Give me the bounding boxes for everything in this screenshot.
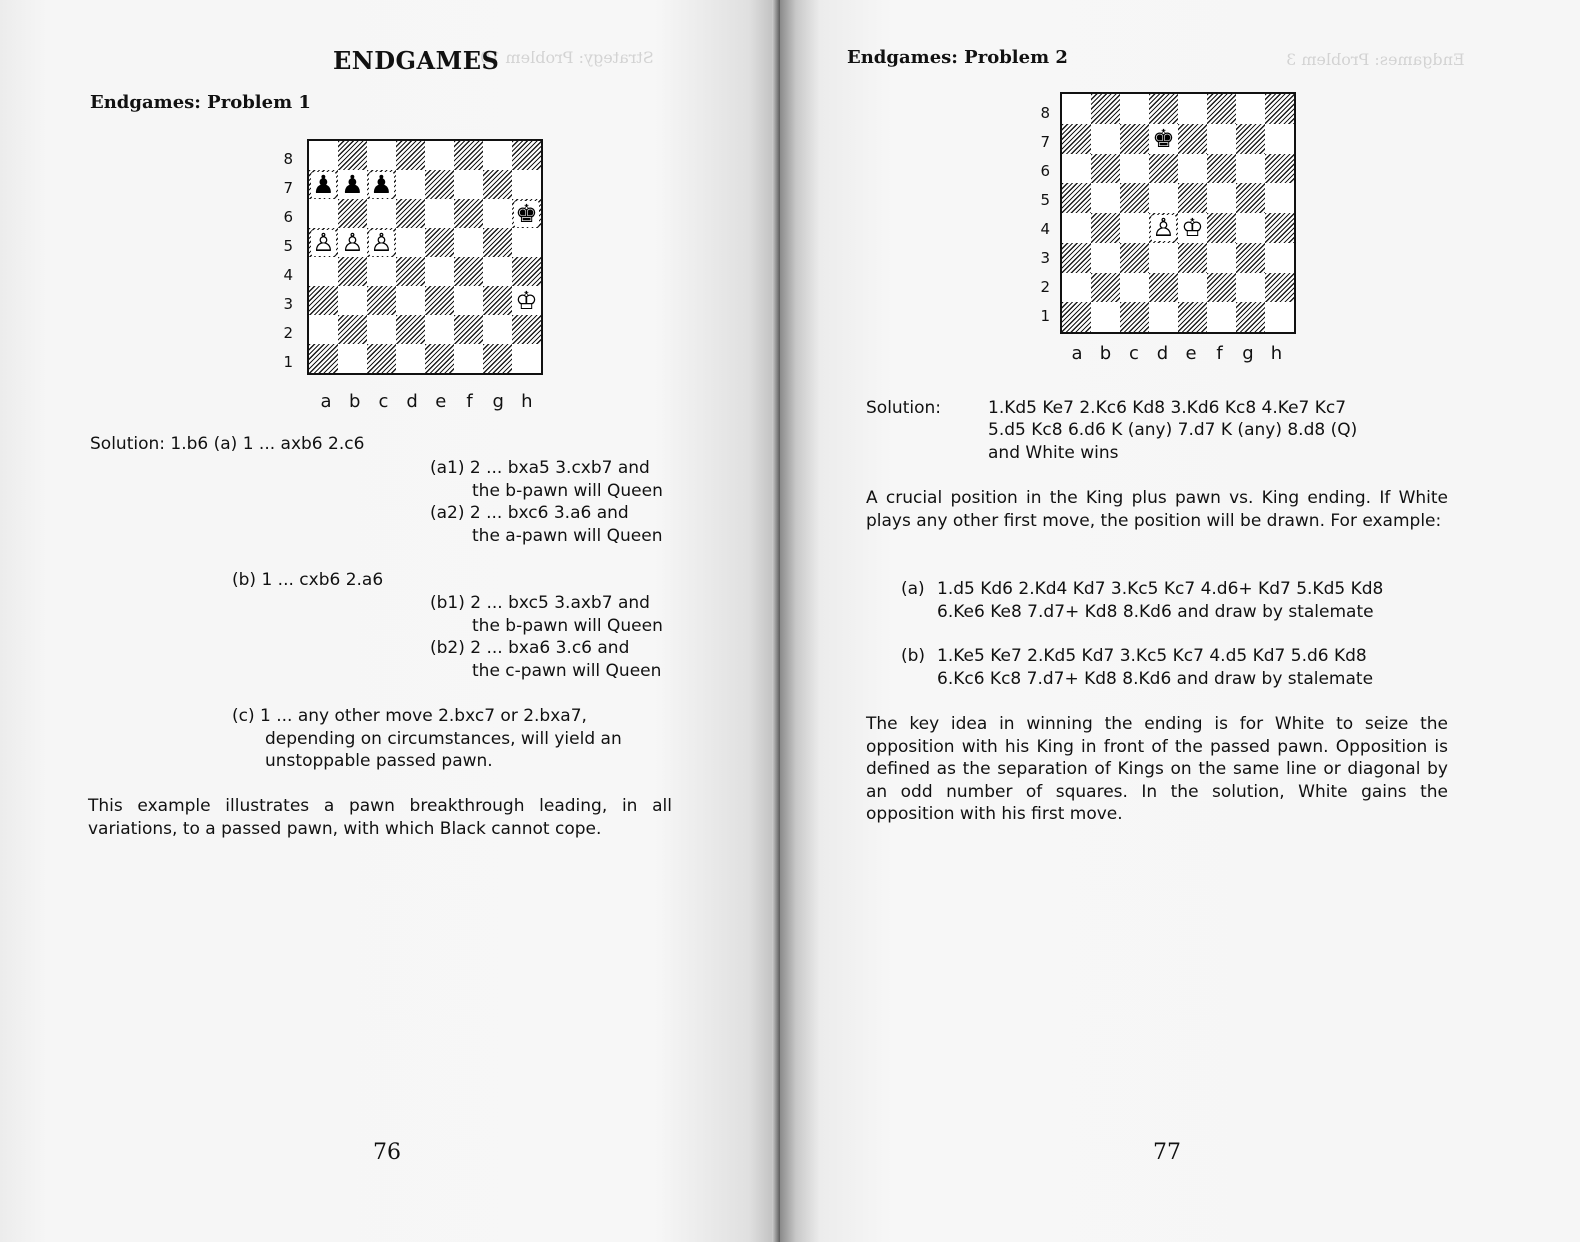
board-square xyxy=(1265,243,1294,273)
white-king-icon: ♔ xyxy=(515,285,538,315)
solution-2-line3: and White wins xyxy=(988,443,1119,463)
rank-label: 1 xyxy=(1040,307,1050,325)
board-square xyxy=(483,344,512,373)
board-square xyxy=(1265,213,1294,243)
board-square xyxy=(1178,273,1207,303)
variation-a2-line2: the a-pawn will Queen xyxy=(472,526,663,546)
board-square xyxy=(396,141,425,170)
black-pawn-icon: ♟ xyxy=(312,169,335,199)
board-square xyxy=(454,315,483,344)
board-square xyxy=(367,170,396,199)
board-square xyxy=(512,170,541,199)
page-number-76: 76 xyxy=(373,1140,401,1165)
chessboard-1 xyxy=(307,139,543,375)
black-pawn-icon: ♟ xyxy=(341,169,364,199)
variation-a-line2: 6.Ke6 Ke8 7.d7+ Kd8 8.Kd6 and draw by stalemate xyxy=(937,602,1374,622)
board-square xyxy=(338,315,367,344)
board-square xyxy=(1062,243,1091,273)
board-square xyxy=(338,257,367,286)
board-square xyxy=(309,344,338,373)
board-square xyxy=(1149,94,1178,124)
problem-2-title: Endgames: Problem 2 xyxy=(847,47,1068,68)
variation-c-line1: (c) 1 ... any other move 2.bxc7 or 2.bxa7, xyxy=(232,706,587,726)
rank-label: 4 xyxy=(283,266,293,284)
rank-label: 8 xyxy=(283,150,293,168)
board-square xyxy=(1207,154,1236,184)
crucial-position-paragraph: A crucial position in the King plus pawn vs. King ending. If White plays any other first move, the position will be drawn. For example: xyxy=(866,488,1448,531)
board-square xyxy=(425,257,454,286)
board-square xyxy=(309,315,338,344)
rank-label: 5 xyxy=(1040,191,1050,209)
file-label: c xyxy=(378,391,389,412)
file-label: e xyxy=(1185,343,1197,364)
problem-1-title: Endgames: Problem 1 xyxy=(90,92,311,113)
rank-label: 8 xyxy=(1040,104,1050,122)
board-square xyxy=(512,286,541,315)
rank-label: 7 xyxy=(1040,133,1050,151)
board-square xyxy=(1091,154,1120,184)
board-square xyxy=(338,286,367,315)
rank-label: 6 xyxy=(283,208,293,226)
white-pawn-icon: ♙ xyxy=(1152,212,1175,242)
board-square xyxy=(1265,302,1294,332)
board-square xyxy=(1236,154,1265,184)
black-king-icon: ♚ xyxy=(515,198,538,228)
file-label: h xyxy=(1270,343,1283,364)
variation-b-line: (b) 1 ... cxb6 2.a6 xyxy=(232,570,384,590)
board-square xyxy=(1178,302,1207,332)
board-square xyxy=(1236,183,1265,213)
board-square xyxy=(367,257,396,286)
board-square xyxy=(483,170,512,199)
board-square xyxy=(483,286,512,315)
board-square xyxy=(309,199,338,228)
rank-label: 6 xyxy=(1040,162,1050,180)
right-page xyxy=(780,0,1580,1242)
board-square xyxy=(309,170,338,199)
board-square xyxy=(425,344,454,373)
board-square xyxy=(1091,124,1120,154)
board-square xyxy=(1265,183,1294,213)
board-square xyxy=(309,286,338,315)
rank-label: 4 xyxy=(1040,220,1050,238)
board-square xyxy=(1149,154,1178,184)
board-square xyxy=(1120,273,1149,303)
board-square xyxy=(396,344,425,373)
board-square xyxy=(396,199,425,228)
board-square xyxy=(1091,213,1120,243)
white-pawn-icon: ♙ xyxy=(370,227,393,257)
rank-label: 7 xyxy=(283,179,293,197)
board-square xyxy=(1178,243,1207,273)
conclusion-paragraph: This example illustrates a pawn breakthrough leading, in all variations, to a passed pawn, with which Black cannot cope. xyxy=(88,796,672,839)
board-square xyxy=(1062,124,1091,154)
board-square xyxy=(367,199,396,228)
file-label: b xyxy=(1099,343,1112,364)
file-label: a xyxy=(1071,343,1083,364)
board-square xyxy=(367,228,396,257)
board-square xyxy=(1091,183,1120,213)
board-square xyxy=(483,228,512,257)
board-square xyxy=(1236,273,1265,303)
board-square xyxy=(1236,243,1265,273)
board-square xyxy=(483,315,512,344)
rank-label: 3 xyxy=(283,295,293,313)
file-label: f xyxy=(466,391,473,412)
board-square xyxy=(1149,213,1178,243)
white-pawn-icon: ♙ xyxy=(312,227,335,257)
rank-label: 5 xyxy=(283,237,293,255)
section-title: ENDGAMES xyxy=(333,46,500,75)
board-square xyxy=(338,228,367,257)
board-square xyxy=(338,199,367,228)
variation-b2-line1: (b2) 2 ... bxa6 3.c6 and xyxy=(430,638,630,658)
board-square xyxy=(425,199,454,228)
black-king-icon: ♚ xyxy=(1152,123,1175,153)
board-square xyxy=(1120,302,1149,332)
white-pawn-icon: ♙ xyxy=(341,227,364,257)
board-square xyxy=(1265,124,1294,154)
board-square xyxy=(512,228,541,257)
board-square xyxy=(1236,302,1265,332)
board-square xyxy=(1062,213,1091,243)
bleed-through-header: Endgames: Problem 3 xyxy=(1286,50,1465,69)
file-label: d xyxy=(1156,343,1169,364)
variation-b-line1: 1.Ke5 Ke7 2.Kd5 Kd7 3.Kc5 Kc7 4.d5 Kd7 5.d6 Kd8 xyxy=(937,646,1367,666)
variation-a1-line2: the b-pawn will Queen xyxy=(472,481,663,501)
board-square xyxy=(367,286,396,315)
board-square xyxy=(1120,183,1149,213)
bleed-through-header: Strategy: Problem 10 xyxy=(480,48,654,67)
board-square xyxy=(1178,124,1207,154)
board-square xyxy=(1207,183,1236,213)
board-square xyxy=(1207,124,1236,154)
board-square xyxy=(1149,243,1178,273)
board-square xyxy=(425,170,454,199)
board-square xyxy=(1091,302,1120,332)
board-square xyxy=(338,141,367,170)
board-square xyxy=(1178,154,1207,184)
board-square xyxy=(1149,273,1178,303)
board-square xyxy=(396,315,425,344)
board-square xyxy=(367,141,396,170)
board-square xyxy=(367,315,396,344)
left-page xyxy=(0,0,780,1242)
board-square xyxy=(1091,94,1120,124)
board-square xyxy=(1149,302,1178,332)
variation-b2-line2: the c-pawn will Queen xyxy=(472,661,662,681)
file-label: g xyxy=(1242,343,1254,364)
board-square xyxy=(1149,124,1178,154)
board-square xyxy=(1062,94,1091,124)
board-square xyxy=(454,170,483,199)
rank-label: 1 xyxy=(283,353,293,371)
board-square xyxy=(1178,94,1207,124)
board-square xyxy=(309,228,338,257)
board-square xyxy=(309,257,338,286)
board-square xyxy=(425,141,454,170)
file-label: a xyxy=(320,391,332,412)
board-square xyxy=(1149,183,1178,213)
board-square xyxy=(1178,213,1207,243)
board-square xyxy=(454,286,483,315)
board-square xyxy=(1062,183,1091,213)
board-square xyxy=(483,199,512,228)
solution-2-line1: 1.Kd5 Ke7 2.Kc6 Kd8 3.Kd6 Kc8 4.Ke7 Kc7 xyxy=(988,398,1347,418)
board-square xyxy=(425,286,454,315)
variation-c-line3: unstoppable passed pawn. xyxy=(265,751,493,771)
file-label: c xyxy=(1129,343,1139,364)
board-square xyxy=(512,199,541,228)
solution-1-line: Solution: 1.b6 (a) 1 ... axb6 2.c6 xyxy=(90,434,365,454)
file-label: e xyxy=(435,391,447,412)
board-square xyxy=(454,141,483,170)
board-square xyxy=(454,199,483,228)
file-label: b xyxy=(348,391,361,412)
board-square xyxy=(454,257,483,286)
board-square xyxy=(1120,154,1149,184)
solution-2-label: Solution: xyxy=(866,398,941,418)
board-square xyxy=(483,257,512,286)
solution-2-line2: 5.d5 Kc8 6.d6 K (any) 7.d7 K (any) 8.d8 (Q) xyxy=(988,420,1358,440)
rank-label: 2 xyxy=(283,324,293,342)
board-square xyxy=(1207,302,1236,332)
rank-label: 2 xyxy=(1040,278,1050,296)
board-square xyxy=(338,170,367,199)
file-label: h xyxy=(521,391,533,412)
variation-a-line1: 1.d5 Kd6 2.Kd4 Kd7 3.Kc5 Kc7 4.d6+ Kd7 5.Kd5 Kd8 xyxy=(937,579,1384,599)
board-square xyxy=(512,141,541,170)
variation-a-label: (a) xyxy=(901,579,925,599)
board-square xyxy=(396,170,425,199)
variation-c-line2: depending on circumstances, will yield an xyxy=(265,729,622,749)
board-square xyxy=(1120,124,1149,154)
board-square xyxy=(454,228,483,257)
file-label: d xyxy=(406,391,418,412)
board-square xyxy=(1178,183,1207,213)
board-square xyxy=(1062,302,1091,332)
board-square xyxy=(512,257,541,286)
page-number-77: 77 xyxy=(1153,1140,1181,1165)
variation-a1-line1: (a1) 2 ... bxa5 3.cxb7 and xyxy=(430,458,650,478)
black-pawn-icon: ♟ xyxy=(370,169,393,199)
variation-b1-line2: the b-pawn will Queen xyxy=(472,616,663,636)
board-square xyxy=(309,141,338,170)
board-square xyxy=(1120,243,1149,273)
board-square xyxy=(512,344,541,373)
board-square xyxy=(1062,273,1091,303)
variation-b-line2: 6.Kc6 Kc8 7.d7+ Kd8 8.Kd6 and draw by stalemate xyxy=(937,669,1374,689)
board-square xyxy=(367,344,396,373)
board-square xyxy=(1265,94,1294,124)
board-square xyxy=(1207,273,1236,303)
board-square xyxy=(512,315,541,344)
rank-label: 3 xyxy=(1040,249,1050,267)
board-square xyxy=(1236,124,1265,154)
file-label: g xyxy=(492,391,504,412)
board-square xyxy=(1062,154,1091,184)
variation-b1-line1: (b1) 2 ... bxc5 3.axb7 and xyxy=(430,593,650,613)
board-square xyxy=(1120,94,1149,124)
board-square xyxy=(1091,273,1120,303)
board-square xyxy=(396,257,425,286)
variation-a2-line1: (a2) 2 ... bxc6 3.a6 and xyxy=(430,503,629,523)
board-square xyxy=(1207,213,1236,243)
board-square xyxy=(1091,243,1120,273)
board-square xyxy=(425,228,454,257)
board-square xyxy=(425,315,454,344)
board-square xyxy=(1120,213,1149,243)
board-square xyxy=(338,344,367,373)
board-square xyxy=(396,286,425,315)
board-square xyxy=(1207,243,1236,273)
file-label: f xyxy=(1216,343,1223,364)
board-square xyxy=(483,141,512,170)
board-square xyxy=(1207,94,1236,124)
board-square xyxy=(1236,94,1265,124)
board-square xyxy=(1265,273,1294,303)
board-square xyxy=(396,228,425,257)
chessboard-2 xyxy=(1060,92,1296,334)
board-square xyxy=(1236,213,1265,243)
variation-b-label: (b) xyxy=(901,646,926,666)
board-square xyxy=(1265,154,1294,184)
key-idea-paragraph: The key idea in winning the ending is for White to seize the opposition with his King in front of the passed pawn. Opposition is defined as the separation of Kings on the same line or diagonal by an odd number of squares. In the solution, White gains the opposition with his first move. xyxy=(866,714,1448,825)
board-square xyxy=(454,344,483,373)
white-king-icon: ♔ xyxy=(1181,212,1204,242)
